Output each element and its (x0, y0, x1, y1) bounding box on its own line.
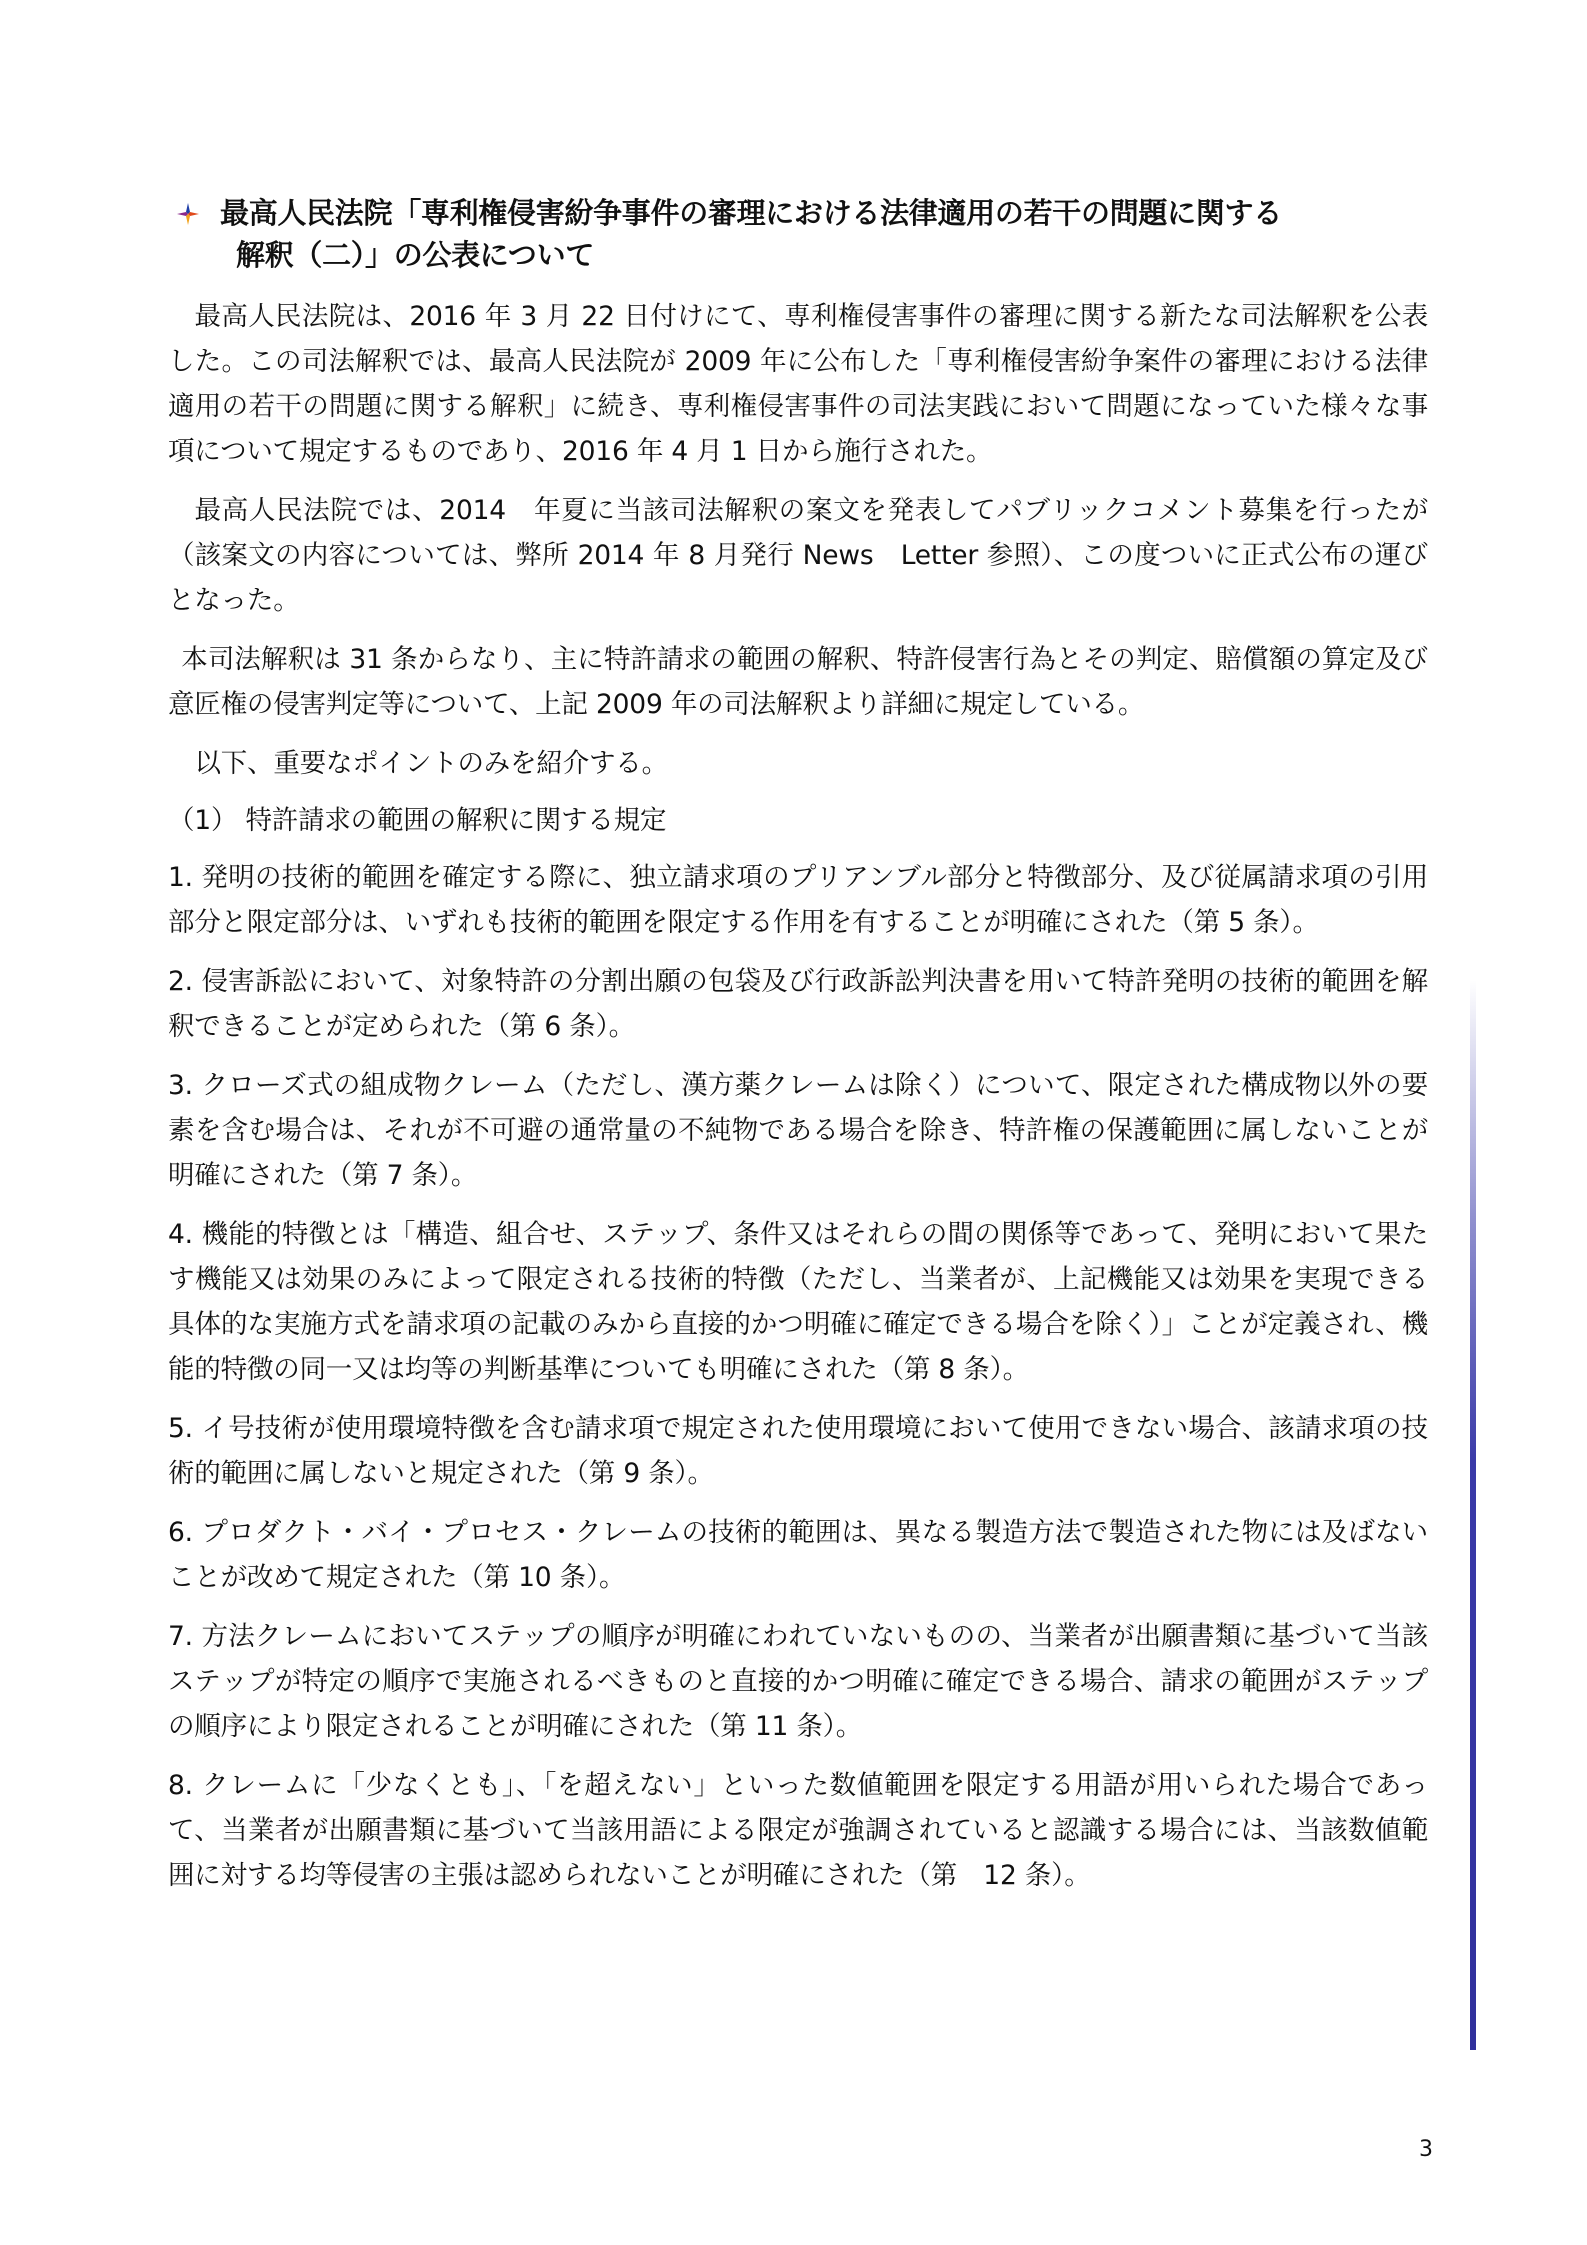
document-body (168, 192, 1428, 1912)
list-item-2: 2. 侵害訴訟において、対象特許の分割出願の包袋及び行政訴訟判決書を用いて特許発明の技術的範囲を解釈できることが定められた（第 6 条）。 (168, 966, 1428, 1042)
section-title (168, 192, 1428, 276)
right-accent-bar (1470, 980, 1476, 2050)
four-point-star-icon (176, 202, 200, 226)
title-line-1: 最高人民法院「専利権侵害紛争事件の審理における法律適用の若干の問題に関する (220, 196, 1282, 230)
intro-paragraph-1: 最高人民法院は、2016 年 3 月 22 日付けにて、専利権侵害事件の審理に関する新たな司法解釈を公表した。この司法解釈では、最高人民法院が 2009 年に公布した「専利権侵害紛争案件の審理における法律適用の若干の問題に関する解釈」に続き、専利権侵害事件の司法実践において問題になっていた様々な事項について規定するものであり、2016 年 4 月 1 日から施行された。 (168, 301, 1428, 467)
list-item-7: 7. 方法クレームにおいてステップの順序が明確にわれていないものの、当業者が出願書類に基づいて当該ステップが特定の順序で実施されるべきものと直接的かつ明確に確定できる場合、請求の範囲がステップの順序により限定されることが明確にされた（第 11 条）。 (168, 1621, 1428, 1742)
list-item-4: 4. 機能的特徴とは「構造、組合せ、ステップ、条件又はそれらの間の関係等であって、発明において果たす機能又は効果のみによって限定される技術的特徴（ただし、当業者が、上記機能又は効果を実現できる具体的な実施方式を請求項の記載のみから直接的かつ明確に確定できる場合を除く）」ことが定義され、機能的特徴の同一又は均等の判断基準についても明確にされた（第 8 条）。 (168, 1219, 1428, 1385)
intro-paragraph-4: 以下、重要なポイントのみを紹介する。 (194, 748, 668, 779)
list-item-8: 8. クレームに「少なくとも」、「を超えない」といった数値範囲を限定する用語が用いられた場合であって、当業者が出願書類に基づいて当該用語による限定が強調されていると認識する場合には、当該数値範囲に対する均等侵害の主張は認められないことが明確にされた（第 12 条）。 (168, 1770, 1428, 1891)
section-heading: （1） 特許請求の範囲の解釈に関する規定 (168, 805, 667, 836)
list-item-5: 5. イ号技術が使用環境特徴を含む請求項で規定された使用環境において使用できない場合、該請求項の技術的範囲に属しないと規定された（第 9 条）。 (168, 1413, 1428, 1489)
list-item-1: 1. 発明の技術的範囲を確定する際に、独立請求項のプリアンブル部分と特徴部分、及び従属請求項の引用部分と限定部分は、いずれも技術的範囲を限定する作用を有することが明確にされた（第 5 条）。 (168, 862, 1428, 938)
title-line-2: 解釈（二）」の公表について (236, 238, 595, 272)
page-number: 3 (1419, 2137, 1433, 2162)
intro-paragraph-2: 最高人民法院では、2014 年夏に当該司法解釈の案文を発表してパブリックコメント募集を行ったが（該案文の内容については、弊所 2014 年 8 月発行 News Letter 参照）、この度ついに正式公布の運びとなった。 (168, 495, 1428, 616)
intro-paragraph-3: 本司法解釈は 31 条からなり、主に特許請求の範囲の解釈、特許侵害行為とその判定、賠償額の算定及び意匠権の侵害判定等について、上記 2009 年の司法解釈より詳細に規定している。 (168, 644, 1428, 720)
list-item-6: 6. プロダクト・バイ・プロセス・クレームの技術的範囲は、異なる製造方法で製造された物には及ばないことが改めて規定された（第 10 条）。 (168, 1517, 1428, 1593)
list-item-3: 3. クローズ式の組成物クレーム（ただし、漢方薬クレームは除く）について、限定された構成物以外の要素を含む場合は、それが不可避の通常量の不純物である場合を除き、特許権の保護範囲に属しないことが明確にされた（第 7 条）。 (168, 1070, 1428, 1191)
